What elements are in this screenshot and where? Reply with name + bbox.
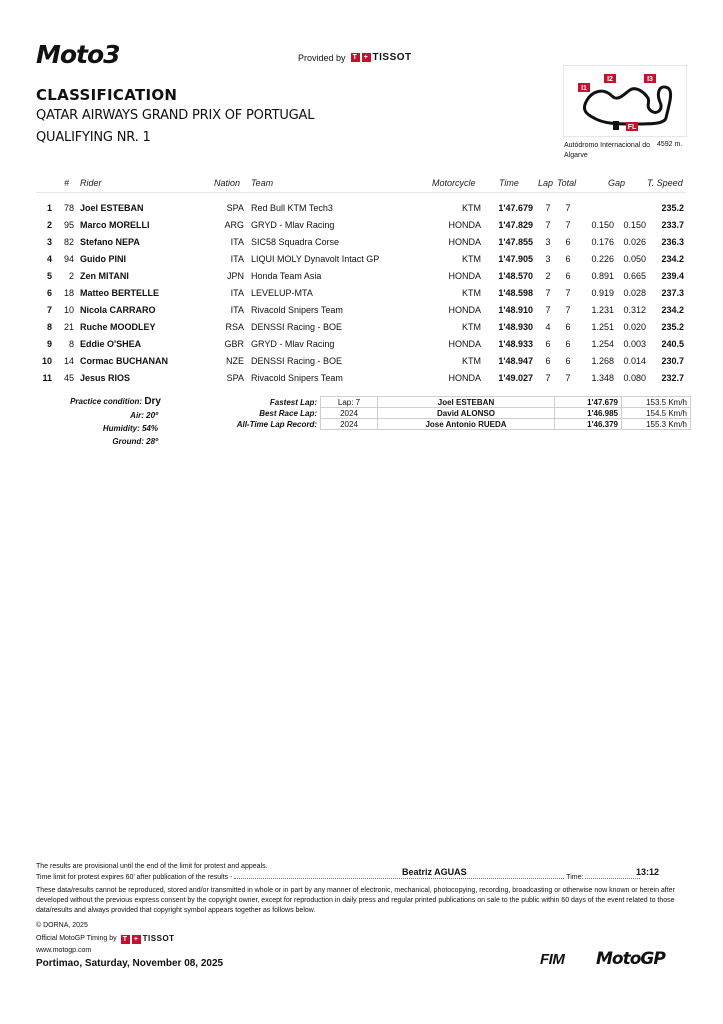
record-row [226,419,691,430]
session-name: QUALIFYING NR. 1 [36,130,151,145]
cell-lap: 4 [545,322,551,332]
cell-num: 8 [68,339,74,349]
circuit-name: Autódromo Internacional do Algarve [564,142,650,159]
dorna-copyright: © DORNA, 2025 [36,922,88,929]
table-row [0,288,723,305]
cell-gap-prev: 0.014 [623,356,646,366]
col-header-num: # [64,178,70,188]
cell-pos: 6 [46,288,52,298]
cell-num: 10 [63,305,74,315]
cell-team: DENSSI Racing - BOE [251,322,343,332]
header-divider [36,192,686,193]
col-header-rider: Rider [80,178,102,188]
cell-lap: 7 [545,220,551,230]
cell-team: GRYD - Mlav Racing [251,339,335,349]
cell-pos: 10 [41,356,52,366]
cell-motorcycle: HONDA [448,220,481,230]
cell-motorcycle: KTM [462,356,481,366]
cell-lap: 3 [545,237,551,247]
cell-num: 2 [68,271,74,281]
cell-rider: Joel ESTEBAN [80,203,144,213]
cell-rider: Ruche MOODLEY [80,322,156,332]
record-row [226,397,691,408]
record-speed: 154.5 Km/h [622,408,691,419]
protest-time-limit-label: Time limit for protest expires 60' after publication of the results - [36,874,233,881]
cell-motorcycle: KTM [462,254,481,264]
cell-gap-first: 1.268 [591,356,614,366]
table-row [0,220,723,237]
circuit-map [563,65,687,137]
cell-motorcycle: KTM [462,203,481,213]
cell-nation: JPN [226,271,244,281]
cell-rider: Guido PINI [80,254,126,264]
cell-num: 94 [63,254,74,264]
cell-pos: 1 [46,203,52,213]
cell-nation: NZE [226,356,244,366]
cell-team: SIC58 Squadra Corse [251,237,340,247]
cell-time: 1'48.570 [498,271,533,281]
record-row [226,408,691,419]
time-line [585,878,640,879]
cell-gap-first: 0.891 [591,271,614,281]
cell-gap-first: 1.254 [591,339,614,349]
cell-rider: Zen MITANI [80,271,129,281]
cell-time: 1'47.829 [498,220,533,230]
cell-gap-first: 0.226 [591,254,614,264]
cell-team: Rivacold Snipers Team [251,305,343,315]
cell-team: Honda Team Asia [251,271,322,281]
col-header-time: Time [499,178,519,188]
cell-lap: 7 [545,203,551,213]
cell-nation: RSA [225,322,244,332]
cell-gap-prev: 0.026 [623,237,646,247]
time-label: Time: [566,874,584,881]
cell-rider: Cormac BUCHANAN [80,356,169,366]
tissot-cross-icon-footer-2: + [132,935,141,944]
table-row [0,271,723,288]
cell-total: 7 [565,203,571,213]
col-header-total: Total [557,178,577,188]
cell-pos: 5 [46,271,52,281]
cell-pos: 3 [46,237,52,247]
copyright-notice: These data/results cannot be reproduced, stored and/or transmitted in whole or in part by any manner of electronic, mechanical, photocopying, recording, broadcasting or otherwise now known or herein after developed without the previous express consent by the copyright owner, except for reproduction in daily press and regular printed publications on sale to the public within 60 days of the event related to those data/results and always provided that copyright symbol appears together as follows below. [36,887,675,914]
cell-gap-prev: 0.050 [623,254,646,264]
cell-pos: 9 [46,339,52,349]
cell-gap-first: 1.231 [591,305,614,315]
sector-i2-label: I2 [607,76,613,83]
sector-i1-label: I1 [581,85,587,92]
cell-gap-first: 0.150 [591,220,614,230]
tissot-cross-icon-2: + [362,53,371,62]
start-finish-marker [613,121,619,130]
cell-lap: 7 [545,288,551,298]
cell-num: 95 [63,220,74,230]
cell-total: 7 [565,305,571,315]
cell-gap-first: 1.348 [591,373,614,383]
ground-temperature: Ground: 28º [112,437,158,446]
cell-motorcycle: KTM [462,288,481,298]
provisional-note: The results are provisional until the end of the limit for protest and appeals. [36,863,268,870]
cell-gap-first: 1.251 [591,322,614,332]
col-header-motorcycle: Motorcycle [432,178,476,188]
cell-total: 6 [565,356,571,366]
cell-speed: 237.3 [661,288,684,298]
record-label: Fastest Lap: [269,397,317,407]
humidity: Humidity: 54% [102,424,158,433]
cell-rider: Stefano NEPA [80,237,140,247]
cell-nation: ARG [224,220,244,230]
event-name: QATAR AIRWAYS GRAND PRIX OF PORTUGAL [36,108,315,123]
circuit-track-icon [564,66,686,136]
cell-pos: 7 [46,305,52,315]
records-table [226,396,691,430]
moto3-logo: Moto3 [36,40,120,69]
cell-rider: Marco MORELLI [80,220,150,230]
cell-speed: 235.2 [661,322,684,332]
cell-speed: 239.4 [661,271,684,281]
col-header-gap: Gap [608,178,626,188]
tissot-cross-icon: T [351,53,360,62]
record-year: 2024 [321,419,378,430]
page-title: CLASSIFICATION [36,86,178,104]
cell-num: 21 [63,322,74,332]
table-row [0,305,723,322]
cell-lap: 6 [545,339,551,349]
cell-gap-prev: 0.028 [623,288,646,298]
official-timing-label: Official MotoGP Timing by [36,935,117,942]
cell-gap-first: 0.919 [591,288,614,298]
practice-condition [61,396,161,407]
website: www.motogp.com [36,947,92,954]
fim-logo: FIM [540,951,565,968]
cell-motorcycle: HONDA [448,339,481,349]
tissot-logo [351,52,412,63]
cell-total: 6 [565,322,571,332]
sector-i3-label: I3 [647,76,653,83]
cell-lap: 7 [545,305,551,315]
cell-lap: 7 [545,373,551,383]
cell-time: 1'49.027 [498,373,533,383]
cell-gap-prev: 0.150 [623,220,646,230]
cell-time: 1'48.947 [498,356,533,366]
cell-motorcycle: HONDA [448,271,481,281]
cell-num: 78 [63,203,74,213]
cell-nation: ITA [230,254,244,264]
cell-total: 6 [565,237,571,247]
cell-time: 1'48.930 [498,322,533,332]
cell-time: 1'47.855 [498,237,533,247]
cell-num: 82 [63,237,74,247]
air-temperature: Air: 20º [130,411,158,420]
cell-total: 6 [565,271,571,281]
tissot-label: TISSOT [372,52,412,63]
cell-total: 6 [565,339,571,349]
col-header-team: Team [251,178,274,188]
cell-total: 6 [565,254,571,264]
record-label: All-Time Lap Record: [236,419,317,429]
cell-motorcycle: HONDA [448,305,481,315]
cell-lap: 6 [545,356,551,366]
record-year: 2024 [321,408,378,419]
table-row [0,237,723,254]
cell-time: 1'48.598 [498,288,533,298]
cell-rider: Eddie O'SHEA [80,339,142,349]
cell-speed: 230.7 [661,356,684,366]
race-director-name: Beatriz AGUAS [402,867,467,877]
practice-condition-label: Practice condition: [70,397,143,406]
record-rider: Jose Antonio RUEDA [378,419,555,430]
cell-num: 45 [63,373,74,383]
cell-speed: 236.3 [661,237,684,247]
table-row [0,254,723,271]
cell-lap: 2 [545,271,551,281]
cell-motorcycle: KTM [462,322,481,332]
publication-time: 13:12 [636,867,660,877]
circuit-length: 4592 m. [657,141,683,148]
table-row [0,356,723,373]
table-row [0,322,723,339]
cell-gap-prev: 0.020 [623,322,646,332]
col-header-lap: Lap [538,178,554,188]
record-speed: 155.3 Km/h [622,419,691,430]
tissot-label-footer: TISSOT [142,934,175,943]
table-row [0,339,723,356]
cell-time: 1'48.933 [498,339,533,349]
cell-nation: SPA [226,373,244,383]
cell-nation: GBR [224,339,244,349]
cell-gap-prev: 0.312 [623,305,646,315]
cell-nation: ITA [230,288,244,298]
record-time: 1'46.379 [555,419,622,430]
provided-by-label: Provided by [298,52,346,63]
cell-time: 1'47.679 [498,203,533,213]
cell-motorcycle: HONDA [448,237,481,247]
cell-num: 14 [63,356,74,366]
record-time: 1'46.985 [555,408,622,419]
cell-team: LIQUI MOLY Dynavolt Intact GP [251,254,380,264]
cell-gap-prev: 0.080 [623,373,646,383]
col-header-speed: T. Speed [647,178,683,188]
record-rider: Joel ESTEBAN [378,397,555,408]
practice-condition-value: Dry [144,396,161,407]
record-time: 1'47.679 [555,397,622,408]
cell-nation: ITA [230,305,244,315]
cell-total: 7 [565,288,571,298]
cell-team: GRYD - Mlav Racing [251,220,335,230]
protest-time-limit [36,873,686,883]
cell-total: 7 [565,373,571,383]
cell-speed: 234.2 [661,254,684,264]
cell-rider: Matteo BERTELLE [80,288,160,298]
cell-speed: 240.5 [661,339,684,349]
motogp-logo: MotoGP [596,949,665,969]
cell-team: Rivacold Snipers Team [251,373,343,383]
cell-team: Red Bull KTM Tech3 [251,203,333,213]
cell-lap: 3 [545,254,551,264]
provided-by [298,52,412,63]
sector-fl-label: FL [627,124,637,131]
cell-speed: 233.7 [661,220,684,230]
cell-pos: 11 [42,373,52,383]
place-date: Portimao, Saturday, November 08, 2025 [36,958,224,969]
tissot-logo-footer [121,934,175,944]
record-speed: 153.5 Km/h [622,397,691,408]
cell-speed: 234.2 [661,305,684,315]
cell-pos: 4 [46,254,52,264]
official-timing [36,934,686,944]
cell-gap-first: 0.176 [591,237,614,247]
table-row [0,373,723,390]
cell-speed: 235.2 [661,203,684,213]
cell-speed: 232.7 [661,373,684,383]
cell-time: 1'48.910 [498,305,533,315]
cell-num: 18 [63,288,74,298]
record-lap: Lap: 7 [321,397,378,408]
signature-line [234,878,564,879]
cell-motorcycle: HONDA [448,373,481,383]
cell-pos: 2 [46,220,52,230]
tissot-cross-icon-footer: T [121,935,130,944]
table-row [0,203,723,220]
cell-rider: Nicola CARRARO [80,305,156,315]
cell-team: LEVELUP-MTA [251,288,313,298]
cell-rider: Jesus RIOS [80,373,131,383]
cell-total: 7 [565,220,571,230]
record-label: Best Race Lap: [259,408,317,418]
record-rider: David ALONSO [378,408,555,419]
cell-gap-prev: 0.003 [623,339,646,349]
cell-nation: SPA [226,203,244,213]
col-header-nation: Nation [214,178,241,188]
cell-gap-prev: 0.665 [623,271,646,281]
cell-pos: 8 [46,322,52,332]
cell-nation: ITA [230,237,244,247]
cell-time: 1'47.905 [498,254,533,264]
cell-team: DENSSI Racing - BOE [251,356,343,366]
